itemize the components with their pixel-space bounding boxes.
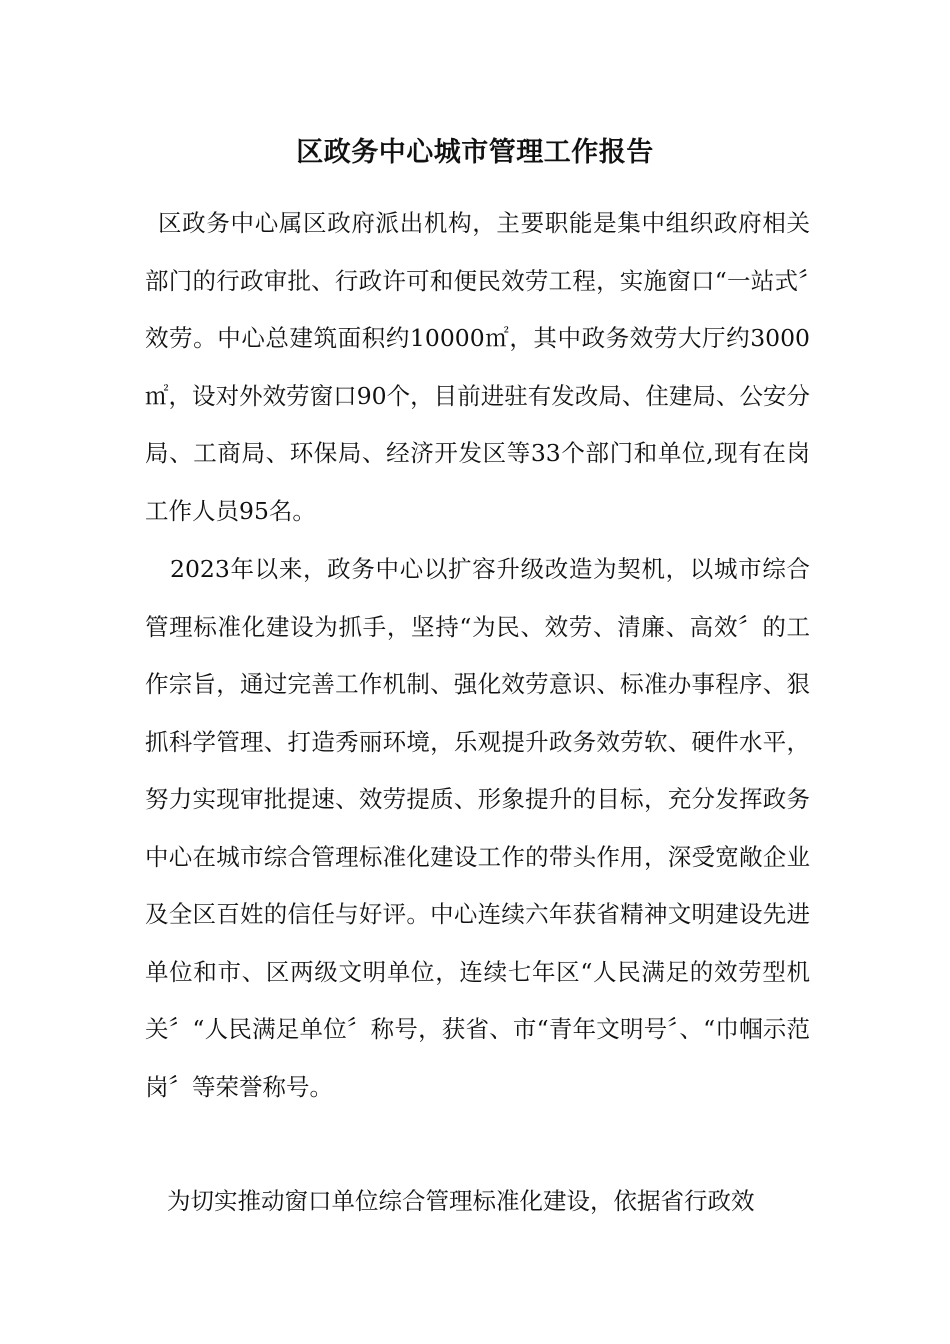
paragraph-standardization: 为切实推动窗口单位综合管理标准化建设，依据省行政效 — [167, 1187, 755, 1215]
paragraph-intro: 区政务中心属区政府派出机构，主要职能是集中组织政府相关部门的行政审批、行政许可和便民效劳工程，实施窗口“一站式〞效劳。中心总建筑面积约10000㎡，其中政务效劳大厅约3000㎡，设对外效劳窗口90个，目前进驻有发改局、住建局、公安分局、工商局、环保局、经济开发区等33个部门和单位,现有在岗工作人员95名。 — [145, 209, 810, 525]
document-title: 区政务中心城市管理工作报告 — [296, 137, 654, 168]
paragraph-achievements: 2023年以来，政务中心以扩容升级改造为契机，以城市综合管理标准化建设为抓手，坚持“为民、效劳、清廉、高效〞的工作宗旨，通过完善工作机制、强化效劳意识、标准办事程序、狠抓科学管理、打造秀丽环境，乐观提升政务效劳软、硬件水平，努力实现审批提速、效劳提质、形象提升的目标，充分发挥政务中心在城市综合管理标准化建设工作的带头作用，深受宽敞企业及全区百姓的信任与好评。中心连续六年获省精神文明建设先进单位和市、区两级文明单位，连续七年区“人民满足的效劳型机关〞“人民满足单位〞称号，获省、市“青年文明号〞、“巾帼示范岗〞等荣誉称号。 — [145, 555, 810, 1101]
